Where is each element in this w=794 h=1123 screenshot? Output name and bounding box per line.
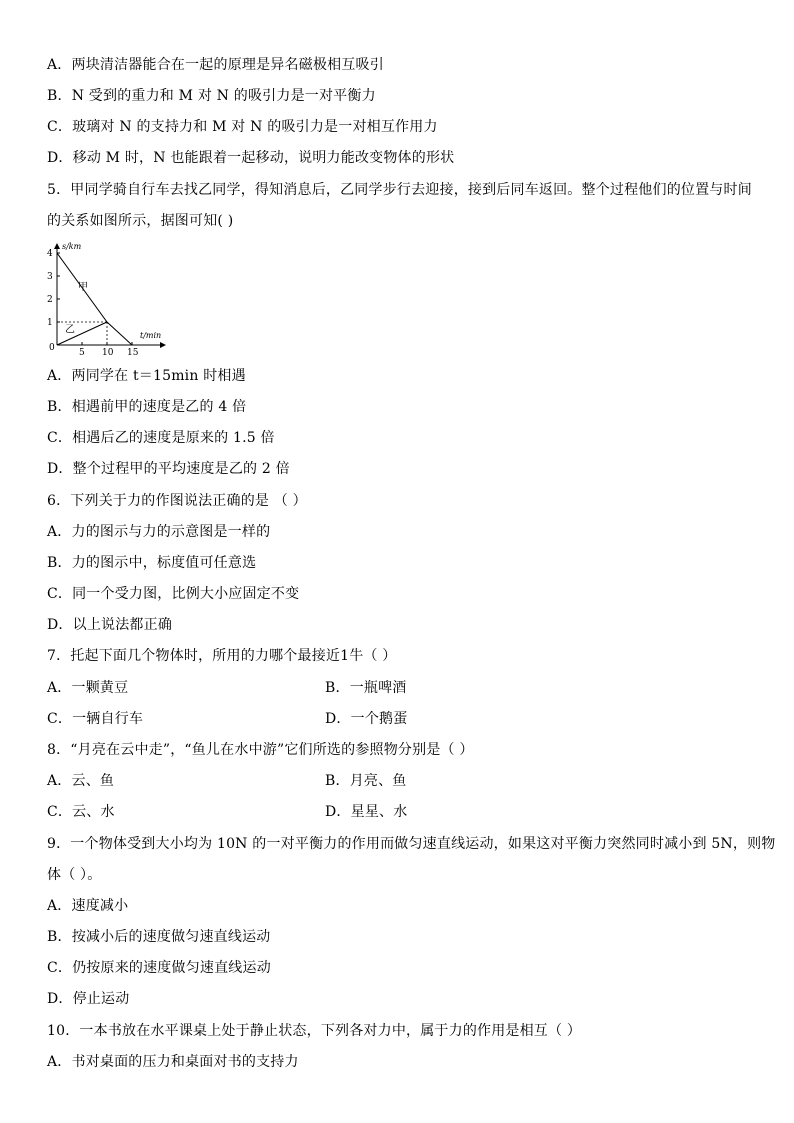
q4-option-b: B．N 受到的重力和 M 对 N 的吸引力是一对平衡力 [47, 88, 376, 104]
q6-option-d: D．以上说法都正确 [47, 617, 173, 633]
q6-option-b: B．力的图示中，标度值可任意选 [47, 555, 257, 571]
q5-stem-line2: 的关系如图所示，据图可知( ) [47, 213, 234, 229]
q5-option-a: A．两同学在 t＝15min 时相遇 [47, 368, 246, 384]
y-tick-label-2: 2 [47, 295, 53, 305]
y-tick-label-3: 3 [47, 272, 53, 282]
q7-stem: 7．托起下面几个物体时，所用的力哪个最接近1牛（ ） [47, 648, 397, 664]
q10-stem: 10．一本书放在水平课桌上处于静止状态，下列各对力中，属于力的作用是相互（ ） [47, 1023, 582, 1039]
q9-option-a: A．速度减小 [47, 898, 129, 914]
x-tick-label-15: 15 [127, 348, 139, 355]
x-axis-label: t/min [140, 331, 162, 340]
q5-option-c: C．相遇后乙的速度是原来的 1.5 倍 [47, 430, 275, 446]
y-axis-label: s/km [62, 242, 82, 251]
q7-option-d: D．一个鹅蛋 [325, 711, 408, 727]
q8-option-d: D．星星、水 [325, 804, 408, 820]
q6-stem: 6．下列关于力的作图说法正确的是 （ ） [47, 493, 307, 509]
q7-option-b: B．一瓶啤酒 [325, 680, 407, 696]
origin-label: 0 [49, 343, 55, 353]
q5-stem-line1: 5．甲同学骑自行车去找乙同学，得知消息后，乙同学步行去迎接，接到后同车返回。整个过程他们的位置与时间 [47, 182, 752, 198]
q4-option-d: D．移动 M 时，N 也能跟着一起移动，说明力能改变物体的形状 [47, 150, 455, 166]
series-label-1: 乙 [65, 324, 75, 336]
q9-option-b: B．按减小后的速度做匀速直线运动 [47, 929, 271, 945]
series-label-0: 甲 [78, 281, 88, 293]
q5-option-b: B．相遇前甲的速度是乙的 4 倍 [47, 399, 247, 415]
q8-stem: 8．“月亮在云中走”，“鱼儿在水中游”它们所选的参照物分别是（ ） [47, 742, 474, 758]
q4-option-a: A．两块清洁器能合在一起的原理是异名磁极相互吸引 [47, 57, 384, 73]
q7-option-c: C．一辆自行车 [47, 711, 144, 727]
y-tick-label-1: 1 [47, 318, 53, 328]
q8-option-b: B．月亮、鱼 [325, 773, 407, 789]
q6-option-a: A．力的图示与力的示意图是一样的 [47, 524, 271, 540]
q5-option-d: D．整个过程甲的平均速度是乙的 2 倍 [47, 461, 290, 477]
q8-option-a: A．云、鱼 [47, 773, 115, 789]
q7-option-a: A．一颗黄豆 [47, 680, 129, 696]
q4-option-c: C．玻璃对 N 的支持力和 M 对 N 的吸引力是一对相互作用力 [47, 119, 438, 135]
position-time-chart [40, 240, 170, 355]
y-tick-label-4: 4 [47, 249, 53, 259]
q9-option-c: C．仍按原来的速度做匀速直线运动 [47, 960, 271, 976]
q9-stem-line1: 9．一个物体受到大小均为 10N 的一对平衡力的作用而做匀速直线运动，如果这对平衡力突然同时减小到 5N，则物 [47, 836, 776, 852]
q6-option-c: C．同一个受力图，比例大小应固定不变 [47, 586, 300, 602]
q8-option-c: C．云、水 [47, 804, 115, 820]
q9-stem-line2: 体（ ）。 [47, 867, 102, 883]
x-tick-label-10: 10 [102, 348, 114, 355]
q10-option-a: A．书对桌面的压力和桌面对书的支持力 [47, 1054, 299, 1070]
q9-option-d: D．停止运动 [47, 991, 130, 1007]
x-tick-label-5: 5 [79, 348, 85, 355]
